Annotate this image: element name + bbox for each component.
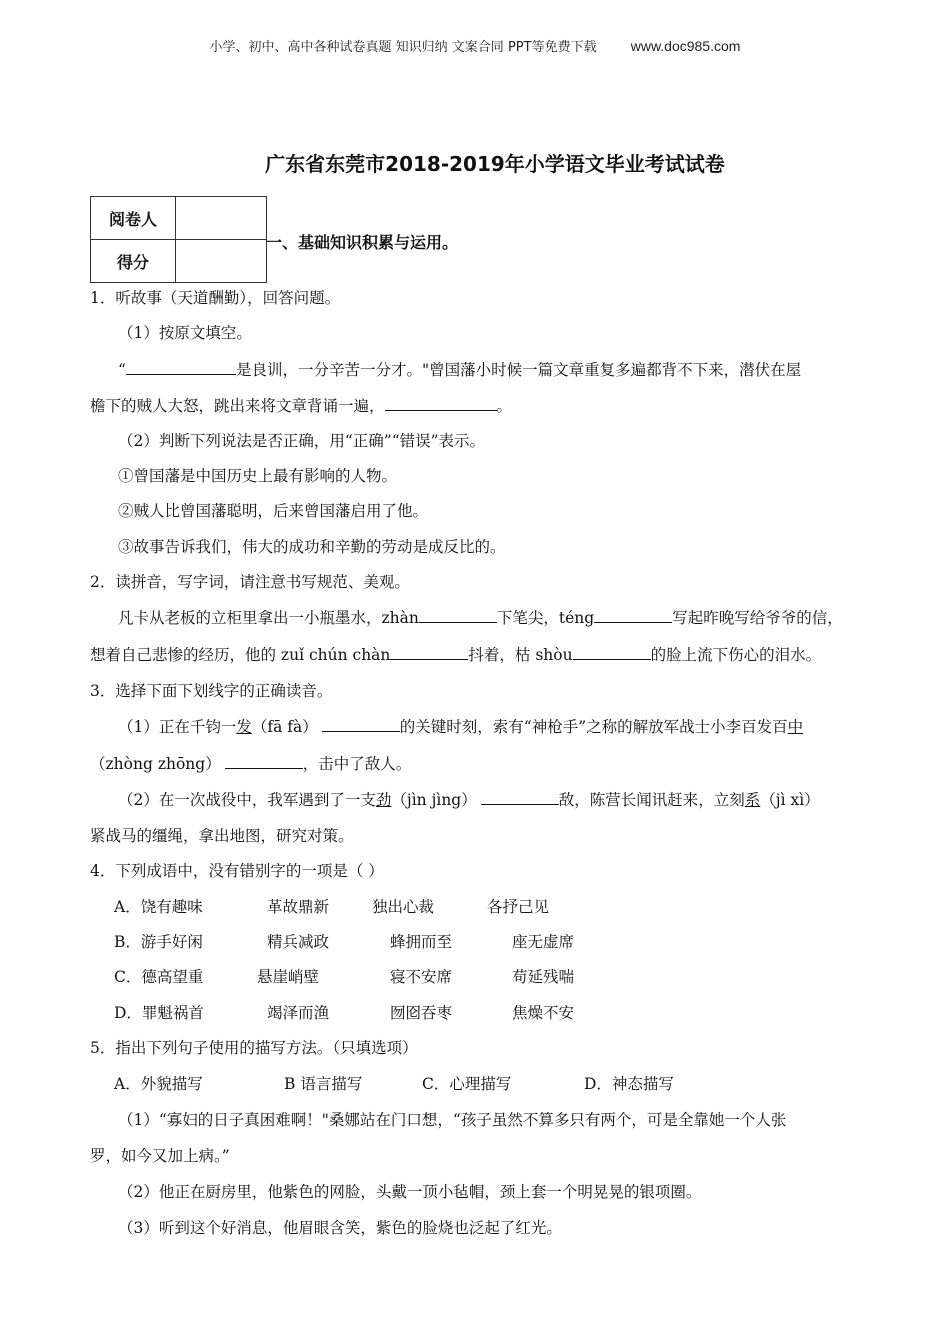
q4-option-a[interactable] bbox=[114, 895, 549, 917]
q1-line2 bbox=[90, 394, 512, 416]
page-header bbox=[0, 36, 950, 55]
reviewer-label: 阅卷人 bbox=[91, 197, 176, 240]
answer-blank[interactable] bbox=[573, 645, 651, 660]
answer-blank[interactable] bbox=[481, 790, 559, 805]
q5-sentence-1b: 罗，如今又加上病。” bbox=[90, 1147, 230, 1165]
text: 檐下的贼人大怒，跳出来将文章背诵一遍， bbox=[90, 397, 385, 415]
text: 下笔尖，téng bbox=[496, 609, 595, 627]
text: D．罪魁祸首 bbox=[114, 1004, 204, 1022]
text: 独出心裁 bbox=[372, 898, 435, 916]
q4-option-b[interactable] bbox=[114, 930, 574, 952]
text: 竭泽而渔 bbox=[267, 1004, 330, 1022]
header-site: www.doc985.com bbox=[630, 38, 741, 54]
underlined-char: 劲 bbox=[375, 791, 392, 809]
text: 的关键时刻，索有“神枪手”之称的解放军战士小李百发百 bbox=[399, 718, 788, 736]
text: 精兵减政 bbox=[267, 933, 330, 951]
q2-line2 bbox=[90, 643, 821, 665]
text: 凡卡从老板的立柜里拿出一小瓶墨水，zhàn bbox=[118, 609, 419, 627]
answer-blank[interactable] bbox=[385, 396, 497, 411]
q3-stem: 3．选择下面下划线字的正确读音。 bbox=[90, 682, 333, 700]
text: 抖着，枯 shòu bbox=[468, 646, 573, 664]
text: 。 bbox=[496, 397, 513, 415]
answer-blank[interactable] bbox=[390, 645, 468, 660]
text: 蜂拥而至 bbox=[390, 933, 453, 951]
answer-blank[interactable] bbox=[126, 360, 236, 375]
text: 各抒己见 bbox=[487, 898, 550, 916]
q1-statement-3: ③故事告诉我们，伟大的成功和辛勤的劳动是成反比的。 bbox=[118, 538, 506, 556]
text: （zhòng zhōng） bbox=[90, 755, 221, 773]
text: B．游手好闲 bbox=[114, 933, 203, 951]
header-text: 小学、初中、高中各种试卷真题 知识归纳 文案合同 PPT等免费下载 bbox=[209, 40, 597, 55]
text: 是良训，一分辛苦一分才。"曾国藩小时候一篇文章重复多遍都背不下来，潜伏在屋 bbox=[235, 361, 802, 379]
reviewer-field[interactable] bbox=[176, 197, 267, 240]
q5-sentence-1a: （1）“寡妇的日子真困难啊！"桑娜站在门口想，“孩子虽然不算多只有两个，可是全靠她一个人张 bbox=[118, 1111, 787, 1129]
text: C．德高望重 bbox=[114, 968, 204, 986]
section-heading: 一、基础知识积累与运用。 bbox=[266, 233, 459, 252]
text: （1）正在千钧一 bbox=[118, 718, 237, 736]
answer-blank[interactable] bbox=[322, 717, 400, 732]
q3-line3 bbox=[118, 788, 820, 810]
page-title: 广东省东莞市2018-2019年小学语文毕业考试试卷 bbox=[265, 152, 725, 176]
q4-stem: 4．下列成语中，没有错别字的一项是（ ） bbox=[90, 862, 384, 880]
text: 革故鼎新 bbox=[267, 898, 330, 916]
text: 囫囵吞枣 bbox=[390, 1004, 453, 1022]
choice[interactable]: A．外貌描写 bbox=[114, 1075, 203, 1093]
choice[interactable]: C．心理描写 bbox=[422, 1075, 512, 1093]
text: 座无虚席 bbox=[512, 933, 575, 951]
text: “ bbox=[118, 361, 126, 379]
text: 苟延残喘 bbox=[512, 968, 575, 986]
score-field[interactable] bbox=[176, 240, 267, 283]
underlined-char: 系 bbox=[744, 791, 761, 809]
text: 的脸上流下伤心的泪水。 bbox=[650, 646, 822, 664]
grader-table bbox=[90, 196, 267, 283]
answer-blank[interactable] bbox=[225, 754, 303, 769]
text: 寝不安席 bbox=[390, 968, 453, 986]
q5-stem: 5．指出下列句子使用的描写方法。（只填选项） bbox=[90, 1039, 418, 1057]
q5-choices bbox=[114, 1072, 674, 1094]
q3-line2 bbox=[90, 752, 411, 774]
text: 敌，陈营长闻讯赶来，立刻 bbox=[558, 791, 745, 809]
q1-part1: （1）按原文填空。 bbox=[118, 324, 252, 342]
text: 写起昨晚写给爷爷的信， bbox=[672, 609, 843, 627]
text: （2）在一次战役中，我军遇到了一支 bbox=[118, 791, 376, 809]
q1-line1 bbox=[118, 358, 801, 380]
answer-blank[interactable] bbox=[594, 608, 672, 623]
text: 悬崖峭壁 bbox=[257, 968, 320, 986]
answer-blank[interactable] bbox=[419, 608, 497, 623]
q2-line1 bbox=[118, 606, 843, 628]
q4-option-d[interactable] bbox=[114, 1001, 574, 1023]
text: （jìn jìng） bbox=[391, 791, 477, 809]
text: 想着自己悲惨的经历，他的 zuǐ chún chàn bbox=[90, 646, 391, 664]
score-label: 得分 bbox=[91, 240, 176, 283]
q1-statement-1: ①曾国藩是中国历史上最有影响的人物。 bbox=[118, 467, 398, 485]
q5-sentence-3: （3）听到这个好消息，他眉眼含笑，紫色的脸烧也泛起了红光。 bbox=[118, 1219, 562, 1237]
q4-option-c[interactable] bbox=[114, 965, 574, 987]
q1-part2: （2）判断下列说法是否正确，用“正确”“错误”表示。 bbox=[118, 432, 486, 450]
underlined-char: 发 bbox=[236, 718, 252, 736]
text: （fā fà） bbox=[251, 718, 318, 736]
text: A．饶有趣味 bbox=[114, 898, 203, 916]
q3-line4: 紧战马的缰绳，拿出地图，研究对策。 bbox=[90, 827, 354, 845]
q1-statement-2: ②贼人比曾国藩聪明，后来曾国藩启用了他。 bbox=[118, 502, 429, 520]
q5-sentence-2: （2）他正在厨房里，他紫色的网脸，头戴一顶小毡帽，颈上套一个明晃晃的银项圈。 bbox=[118, 1183, 702, 1201]
text: ，击中了敌人。 bbox=[302, 755, 412, 773]
q2-stem: 2．读拼音，写字词，请注意书写规范、美观。 bbox=[90, 573, 410, 591]
choice[interactable]: D．神态描写 bbox=[584, 1075, 674, 1093]
q3-line1 bbox=[118, 715, 803, 737]
text: 焦燥不安 bbox=[512, 1004, 575, 1022]
choice[interactable]: B 语言描写 bbox=[284, 1075, 363, 1093]
q1-stem: 1．听故事（天道酬勤），回答问题。 bbox=[90, 289, 341, 307]
text: （jì xì） bbox=[760, 791, 820, 809]
underlined-char: 中 bbox=[787, 718, 804, 736]
